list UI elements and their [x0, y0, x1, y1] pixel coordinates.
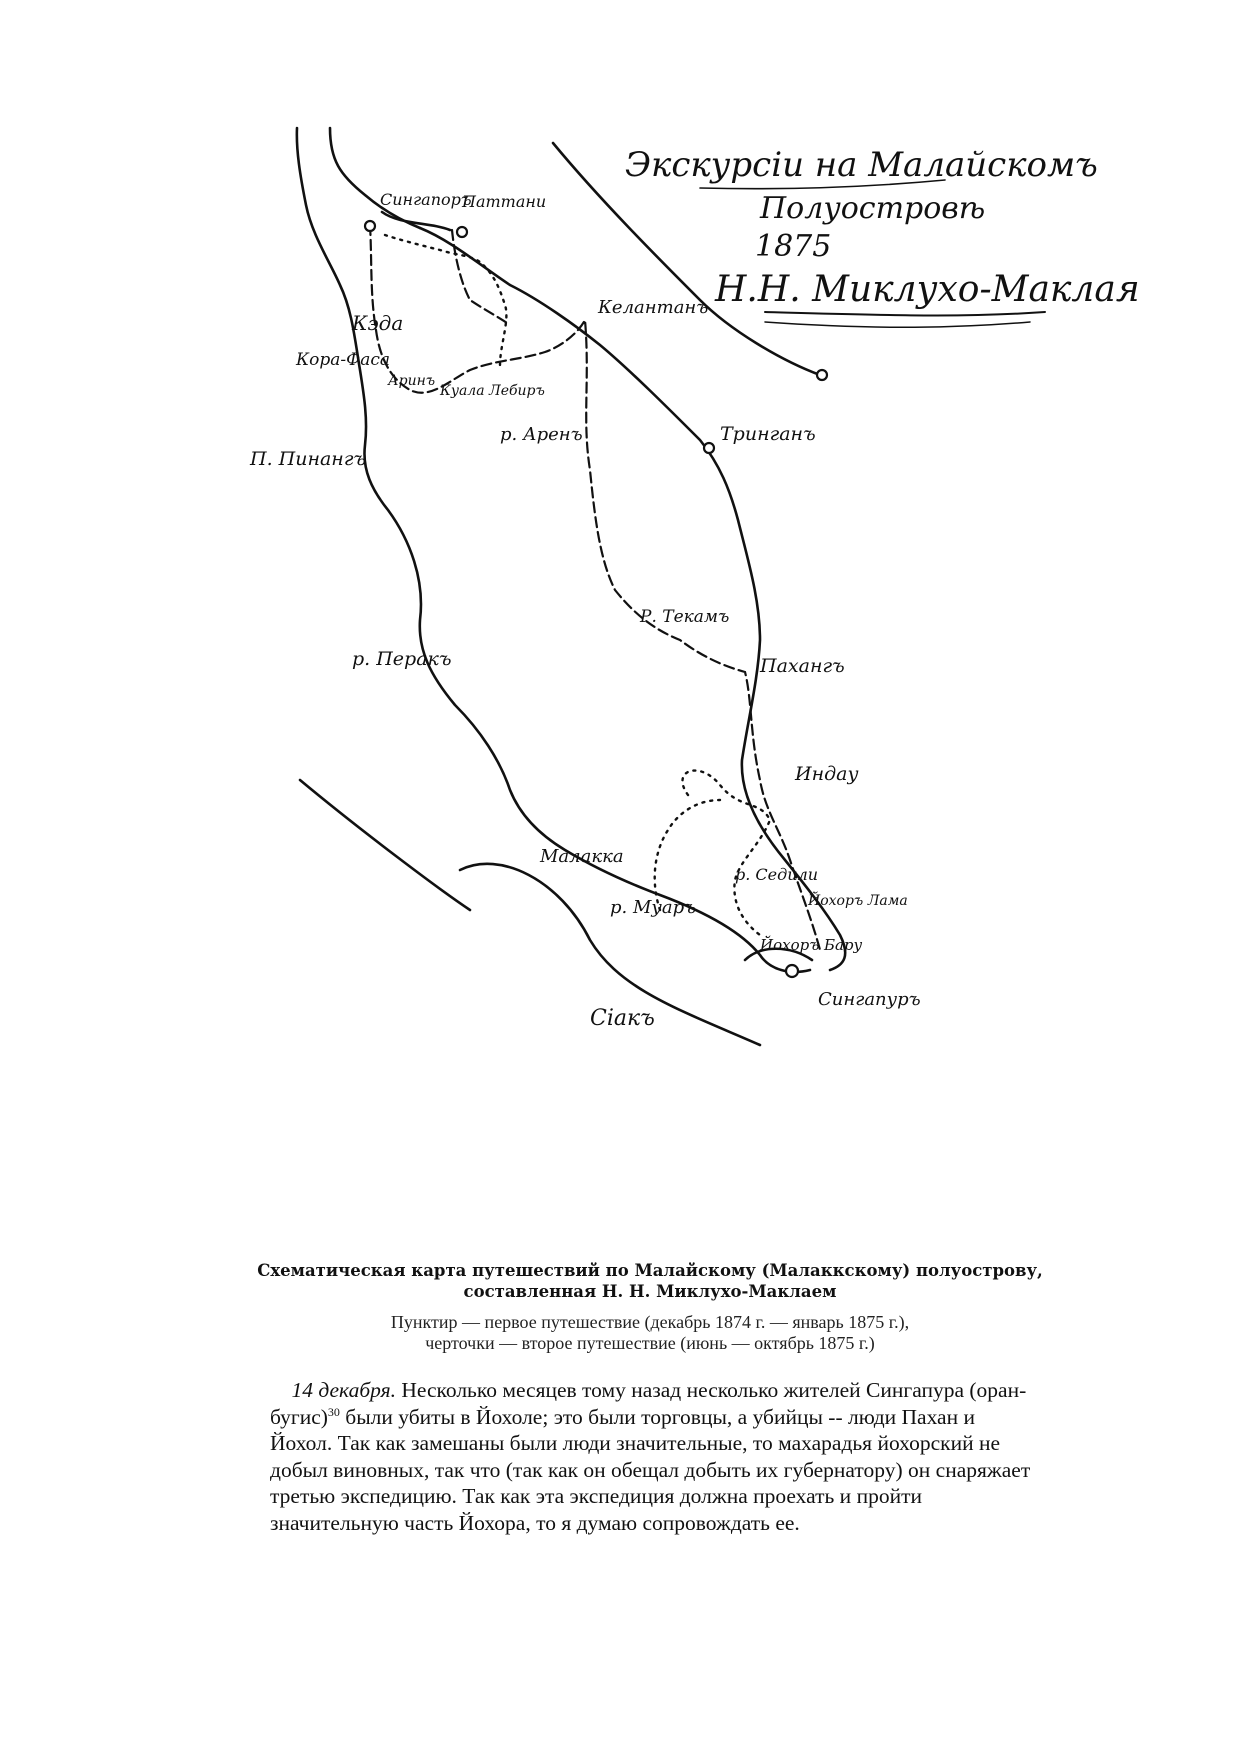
- map-legend-line2: черточки — второе путешествие (июнь — октябрь 1875 г.): [425, 1333, 875, 1353]
- label-tekam: Р. Текамъ: [640, 607, 730, 627]
- label-trengganu: Тринганъ: [720, 423, 816, 445]
- label-r-perak: р. Перакъ: [352, 648, 452, 670]
- label-johor-lama: Йохоръ Лама: [808, 893, 908, 909]
- map-title-line2: Полуостровѣ: [760, 191, 986, 226]
- entry-date: 14 декабря.: [291, 1378, 396, 1402]
- label-siak: Сiакъ: [590, 1006, 655, 1031]
- label-johor-bahru: Йохоръ Бару: [760, 936, 863, 954]
- town-pattani-marker: [457, 227, 467, 237]
- label-r-aring: р. Аренъ: [500, 424, 583, 445]
- town-trengganu-marker: [704, 443, 714, 453]
- map-year: 1875: [755, 229, 832, 264]
- paragraph-line-4: добыл виновных, так что (так как он обещал добыть их губернатору) он снаряжает: [270, 1457, 1031, 1482]
- label-kuala-fasal: Кора-Фаса: [296, 350, 391, 370]
- paragraph-text-2a: бугис): [270, 1404, 328, 1429]
- route-second-journey: [370, 225, 820, 950]
- label-singora: Сингапоръ: [380, 190, 472, 209]
- map-caption-title-line1: Схематическая карта путешествий по Малайскому (Малаккскому) полуострову,: [257, 1261, 1043, 1280]
- paragraph-text-1: Несколько месяцев тому назад несколько жителей Сингапура (оран-: [401, 1378, 1027, 1402]
- coastline-east: [420, 228, 845, 970]
- map-caption-title-line2: составленная Н. Н. Миклухо-Маклаем: [463, 1282, 837, 1301]
- label-aring: Аринъ: [388, 373, 436, 389]
- map-title-line1: Экскурсiи на Малайскомъ: [625, 145, 1098, 185]
- label-r-sedili: р. Седили: [735, 865, 819, 884]
- label-r-muar: р. Муаръ: [610, 897, 697, 918]
- map-author: Н.Н. Миклухо-Маклая: [715, 269, 1140, 310]
- label-kuala-lebir: Куала Лебиръ: [440, 383, 545, 399]
- map-legend-line1: Пунктир — первое путешествие (декабрь 1874 г. — январь 1875 г.),: [390, 1312, 910, 1332]
- coastline-north: [330, 128, 420, 228]
- paragraph-line-6: значительную часть Йохора, то я думаю сопровождать ее.: [270, 1510, 800, 1535]
- diary-paragraph: [270, 1377, 1076, 1536]
- town-gulf-marker: [817, 370, 827, 380]
- label-p-pinang: П. Пинангъ: [250, 448, 367, 470]
- label-singapore: Сингапуръ: [818, 989, 921, 1010]
- paragraph-line-5: третью экспедицию. Так как эта экспедиция должна проехать и пройти: [270, 1484, 922, 1508]
- town-singora-marker: [365, 221, 375, 231]
- paragraph-line-1: [270, 1377, 1076, 1404]
- paragraph-line-3: Йохол. Так как замешаны были люди значительные, то махарадья йохорский не: [270, 1431, 1001, 1455]
- label-pahang: Пахангъ: [760, 655, 845, 677]
- label-malacca: Малакка: [540, 846, 624, 867]
- label-indau: Индау: [795, 763, 859, 785]
- footnote-ref[interactable]: 30: [327, 1404, 340, 1419]
- town-johor-marker: [786, 965, 798, 977]
- paragraph-line-2: [270, 1404, 1076, 1431]
- paragraph-text-2b: были убиты в Йохоле; это были торговцы, а убийцы -- люди Пахан и: [345, 1404, 975, 1429]
- label-kedah: Кэда: [352, 311, 404, 335]
- label-pattani: Паттани: [462, 192, 547, 211]
- label-kelantan: Келантанъ: [598, 297, 709, 318]
